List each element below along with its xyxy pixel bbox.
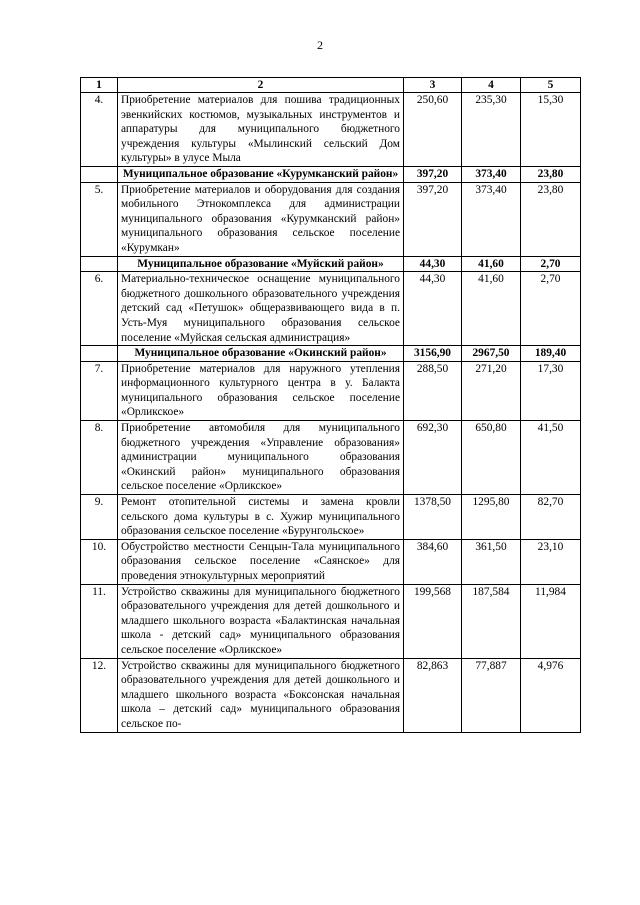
table-row [81,93,581,167]
value-col5: 15,30 [521,93,581,167]
column-header: 3 [404,78,462,93]
funding-table [80,77,581,733]
value-col5: 23,80 [521,182,581,256]
value-col5: 11,984 [521,584,581,658]
row-description: Приобретение автомобиля для муниципального бюджетного учреждения «Управление образования» администрации муниципального образования «Окинский район» муниципального образования сельское поселение «Орликское» [118,421,404,495]
row-number: 12. [81,658,118,732]
table-row [81,584,581,658]
value-col3: 44,30 [404,272,462,346]
value-col5: 41,50 [521,421,581,495]
value-col4: 41,60 [462,272,521,346]
value-col4: 271,20 [462,361,521,420]
row-number: 4. [81,93,118,167]
value-col5: 17,30 [521,361,581,420]
row-number [81,346,118,362]
value-col5: 189,40 [521,346,581,362]
row-description: Материально-техническое оснащение муниципального бюджетного дошкольного образовательного учреждения детский сад «Петушок» общеразвивающего вида в п. Усть-Муя муниципального образования сельское поселение «Муйская сельская администрация» [118,272,404,346]
value-col4: 77,887 [462,658,521,732]
row-number: 9. [81,495,118,540]
row-number: 11. [81,584,118,658]
row-number: 10. [81,539,118,584]
value-col4: 361,50 [462,539,521,584]
row-number: 5. [81,182,118,256]
value-col5: 23,80 [521,166,581,182]
table-row [81,495,581,540]
table-row [81,361,581,420]
value-col3: 397,20 [404,166,462,182]
section-row [81,346,581,362]
value-col4: 41,60 [462,256,521,272]
table-row [81,421,581,495]
page-number: 2 [317,38,323,52]
value-col4: 1295,80 [462,495,521,540]
value-col4: 187,584 [462,584,521,658]
table-row [81,272,581,346]
value-col3: 1378,50 [404,495,462,540]
row-number [81,256,118,272]
section-title: Муниципальное образование «Курумканский район» [118,166,404,182]
value-col4: 2967,50 [462,346,521,362]
row-description: Приобретение материалов и оборудования для создания мобильного Этнокомплекса для администрации муниципального образования «Курумканский район» муниципального образования сельское поселение «Курумкан» [118,182,404,256]
section-title: Муниципальное образование «Муйский район» [118,256,404,272]
value-col4: 373,40 [462,182,521,256]
row-description: Приобретение материалов для пошива традиционных эвенкийских костюмов, музыкальных инструментов и аппаратуры для муниципального бюджетного учреждения культуры «Мылинский сельский Дом культуры» в улусе Мыла [118,93,404,167]
value-col4: 373,40 [462,166,521,182]
table-row [81,539,581,584]
table-row [81,182,581,256]
section-title: Муниципальное образование «Окинский район» [118,346,404,362]
value-col5: 23,10 [521,539,581,584]
row-description: Устройство скважины для муниципального бюджетного образовательного учреждения для детей дошкольного и младшего школьного возраста «Боксонская начальная школа – детский сад» муниципального образования сельское по- [118,658,404,732]
value-col5: 2,70 [521,256,581,272]
table-header-row [81,78,581,93]
row-description: Устройство скважины для муниципального бюджетного образовательного учреждения для детей дошкольного и младшего школьного возраста «Балактинская начальная школа - детский сад» муниципального образования сельское поселение «Орликское» [118,584,404,658]
section-row [81,166,581,182]
row-description: Обустройство местности Сенцын-Тала муниципального образования сельское поселение «Саянское» для проведения этнокультурных мероприятий [118,539,404,584]
value-col3: 82,863 [404,658,462,732]
column-header: 2 [118,78,404,93]
value-col5: 82,70 [521,495,581,540]
value-col4: 235,30 [462,93,521,167]
value-col3: 692,30 [404,421,462,495]
row-description: Ремонт отопительной системы и замена кровли сельского дома культуры в с. Хужир муниципального образования сельское поселение «Бурунгольское» [118,495,404,540]
row-number: 7. [81,361,118,420]
value-col3: 288,50 [404,361,462,420]
column-header: 5 [521,78,581,93]
value-col5: 2,70 [521,272,581,346]
column-header: 1 [81,78,118,93]
value-col5: 4,976 [521,658,581,732]
value-col3: 199,568 [404,584,462,658]
table-row [81,658,581,732]
row-number: 6. [81,272,118,346]
value-col3: 384,60 [404,539,462,584]
value-col3: 397,20 [404,182,462,256]
value-col3: 44,30 [404,256,462,272]
row-number [81,166,118,182]
value-col3: 3156,90 [404,346,462,362]
column-header: 4 [462,78,521,93]
value-col3: 250,60 [404,93,462,167]
value-col4: 650,80 [462,421,521,495]
row-description: Приобретение материалов для наружного утепления информационного культурного центра в у. Балакта муниципального образования сельское поселение «Орликское» [118,361,404,420]
row-number: 8. [81,421,118,495]
section-row [81,256,581,272]
